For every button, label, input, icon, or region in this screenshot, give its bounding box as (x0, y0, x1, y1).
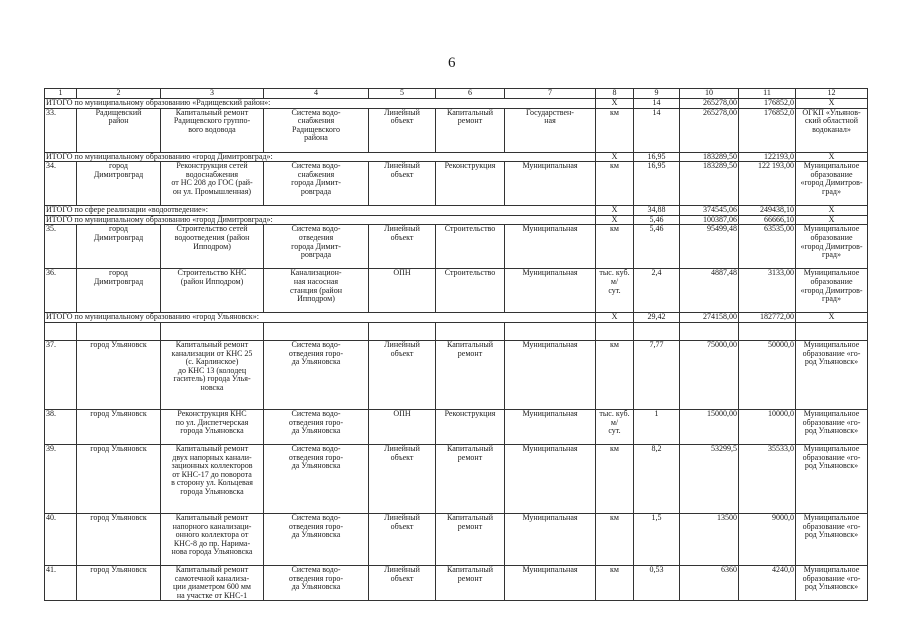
cell-col-9: 8,2 (634, 444, 680, 513)
total-cell-c8: Х (596, 206, 634, 216)
empty-cell (634, 322, 680, 340)
cell-col-2: город Ульяновск (77, 444, 161, 513)
cell-col-6: Реконструкция (436, 162, 505, 206)
cell-col-11: 10000,0 (739, 409, 796, 444)
cell-col-4: Система водо- отведения горо- да Ульяновска (264, 565, 369, 600)
total-cell-c9: 16,95 (634, 152, 680, 162)
total-row (45, 206, 868, 216)
cell-col-1: 36. (45, 269, 77, 313)
cell-col-10: 15000,00 (680, 409, 739, 444)
total-cell-c10: 265278,00 (680, 99, 739, 109)
cell-col-9: 1 (634, 409, 680, 444)
cell-col-11: 35533,0 (739, 444, 796, 513)
total-label: ИТОГО по муниципальному образованию «Радищевский район»: (45, 99, 596, 109)
table-row (45, 162, 868, 206)
cell-col-2: город Димитровград (77, 269, 161, 313)
cell-col-4: Система водо- отведения горо- да Ульяновска (264, 513, 369, 565)
cell-col-10: 95499,48 (680, 225, 739, 269)
cell-col-6: Капитальный ремонт (436, 340, 505, 409)
cell-col-9: 16,95 (634, 162, 680, 206)
cell-col-9: 2,4 (634, 269, 680, 313)
cell-col-11: 3133,00 (739, 269, 796, 313)
cell-col-11: 122 193,00 (739, 162, 796, 206)
total-cell-c11: 66666,10 (739, 215, 796, 225)
cell-col-11: 176852,0 (739, 108, 796, 152)
cell-col-7: Муниципальная (505, 162, 596, 206)
total-cell-c12: Х (796, 99, 868, 109)
cell-col-1: 41. (45, 565, 77, 600)
empty-cell (739, 322, 796, 340)
projects-table (44, 88, 868, 601)
cell-col-2: город Ульяновск (77, 409, 161, 444)
cell-col-7: Муниципальная (505, 565, 596, 600)
cell-col-7: Муниципальная (505, 340, 596, 409)
cell-col-12: ОГКП «Ульянов- ский областной водоканал» (796, 108, 868, 152)
cell-col-5: Линейный объект (369, 108, 436, 152)
cell-col-7: Муниципальная (505, 444, 596, 513)
total-cell-c12: Х (796, 152, 868, 162)
cell-col-3: Капитальный ремонт Радищевского группо- вого водовода (161, 108, 264, 152)
cell-col-8: км (596, 225, 634, 269)
empty-cell (161, 322, 264, 340)
cell-col-2: город Ульяновск (77, 565, 161, 600)
cell-col-8: км (596, 162, 634, 206)
cell-col-10: 13500 (680, 513, 739, 565)
total-cell-c8: Х (596, 152, 634, 162)
empty-cell (264, 322, 369, 340)
cell-col-9: 1,5 (634, 513, 680, 565)
cell-col-8: тыс. куб. м/ сут. (596, 409, 634, 444)
total-label: ИТОГО по муниципальному образованию «город Димитровград»: (45, 152, 596, 162)
cell-col-8: км (596, 444, 634, 513)
cell-col-3: Реконструкция КНС по ул. Диспетчерская города Ульяновска (161, 409, 264, 444)
cell-col-6: Строительство (436, 269, 505, 313)
cell-col-10: 6360 (680, 565, 739, 600)
cell-col-10: 53299,5 (680, 444, 739, 513)
total-cell-c12: Х (796, 206, 868, 216)
cell-col-8: км (596, 108, 634, 152)
cell-col-6: Капитальный ремонт (436, 565, 505, 600)
total-cell-c10: 274158,00 (680, 313, 739, 323)
total-label: ИТОГО по сфере реализации «водоотведение»: (45, 206, 596, 216)
total-row (45, 99, 868, 109)
cell-col-1: 40. (45, 513, 77, 565)
empty-cell (369, 322, 436, 340)
column-header: 1 (45, 89, 77, 99)
cell-col-6: Капитальный ремонт (436, 108, 505, 152)
total-row (45, 313, 868, 323)
table-row (45, 340, 868, 409)
empty-cell (77, 322, 161, 340)
cell-col-8: км (596, 565, 634, 600)
total-cell-c8: Х (596, 215, 634, 225)
total-cell-c9: 29,42 (634, 313, 680, 323)
cell-col-3: Капитальный ремонт напорного канализаци- онного коллектора от КНС-8 до пр. Нарима- нова города Ульяновска (161, 513, 264, 565)
cell-col-8: км (596, 513, 634, 565)
cell-col-3: Капитальный ремонт самотечной канализа- ции диаметром 600 мм на участке от КНС-1 (161, 565, 264, 600)
total-cell-c11: 122193,0 (739, 152, 796, 162)
cell-col-4: Система водо- отведения горо- да Ульяновска (264, 409, 369, 444)
page-number: 6 (448, 55, 456, 71)
total-row (45, 215, 868, 225)
total-cell-c9: 5,46 (634, 215, 680, 225)
cell-col-12: Муниципальное образование «го- род Ульяновск» (796, 565, 868, 600)
table-row (45, 513, 868, 565)
cell-col-2: город Ульяновск (77, 340, 161, 409)
empty-cell (596, 322, 634, 340)
cell-col-10: 4887,48 (680, 269, 739, 313)
column-header: 11 (739, 89, 796, 99)
table-row (45, 269, 868, 313)
column-header: 7 (505, 89, 596, 99)
cell-col-9: 0,53 (634, 565, 680, 600)
cell-col-7: Муниципальная (505, 513, 596, 565)
total-cell-c11: 249438,10 (739, 206, 796, 216)
table-row (45, 225, 868, 269)
cell-col-6: Капитальный ремонт (436, 513, 505, 565)
total-cell-c10: 183289,50 (680, 152, 739, 162)
table-row (45, 409, 868, 444)
cell-col-2: город Димитровград (77, 225, 161, 269)
cell-col-11: 63535,00 (739, 225, 796, 269)
cell-col-11: 50000,0 (739, 340, 796, 409)
cell-col-10: 75000,00 (680, 340, 739, 409)
cell-col-4: Система водо- отведения города Димит- ровграда (264, 225, 369, 269)
column-header: 12 (796, 89, 868, 99)
cell-col-1: 33. (45, 108, 77, 152)
column-header: 2 (77, 89, 161, 99)
cell-col-12: Муниципальное образование «го- род Ульяновск» (796, 409, 868, 444)
cell-col-4: Система водо- отведения горо- да Ульяновска (264, 444, 369, 513)
cell-col-3: Строительство сетей водоотведения (район Ипподром) (161, 225, 264, 269)
cell-col-1: 37. (45, 340, 77, 409)
empty-cell (436, 322, 505, 340)
cell-col-1: 38. (45, 409, 77, 444)
total-cell-c9: 14 (634, 99, 680, 109)
cell-col-7: Муниципальная (505, 225, 596, 269)
total-label: ИТОГО по муниципальному образованию «город Ульяновск»: (45, 313, 596, 323)
cell-col-4: Канализацион- ная насосная станция (район Ипподром) (264, 269, 369, 313)
empty-cell (680, 322, 739, 340)
cell-col-4: Система водо- снабжения города Димит- ровграда (264, 162, 369, 206)
cell-col-12: Муниципальное образование «го- род Ульяновск» (796, 340, 868, 409)
total-cell-c12: Х (796, 215, 868, 225)
cell-col-2: город Димитровград (77, 162, 161, 206)
cell-col-10: 265278,00 (680, 108, 739, 152)
cell-col-3: Капитальный ремонт канализации от КНС 25 (с. Карлинское) до КНС 13 (колодец гаситель) города Улья- новска (161, 340, 264, 409)
cell-col-4: Система водо- снабжения Радищевского района (264, 108, 369, 152)
column-header-row (45, 89, 868, 99)
column-header: 6 (436, 89, 505, 99)
cell-col-12: Муниципальное образование «город Димитров- град» (796, 269, 868, 313)
cell-col-9: 7,77 (634, 340, 680, 409)
total-cell-c11: 182772,00 (739, 313, 796, 323)
cell-col-7: Муниципальная (505, 269, 596, 313)
column-header: 3 (161, 89, 264, 99)
cell-col-5: Линейный объект (369, 162, 436, 206)
total-row (45, 152, 868, 162)
total-cell-c11: 176852,0 (739, 99, 796, 109)
cell-col-5: Линейный объект (369, 444, 436, 513)
column-header: 8 (596, 89, 634, 99)
cell-col-12: Муниципальное образование «город Димитров- град» (796, 225, 868, 269)
cell-col-6: Капитальный ремонт (436, 444, 505, 513)
cell-col-5: Линейный объект (369, 565, 436, 600)
cell-col-5: ОПН (369, 409, 436, 444)
cell-col-6: Реконструкция (436, 409, 505, 444)
cell-col-11: 4240,0 (739, 565, 796, 600)
cell-col-12: Муниципальное образование «го- род Ульяновск» (796, 444, 868, 513)
cell-col-7: Муниципальная (505, 409, 596, 444)
cell-col-10: 183289,50 (680, 162, 739, 206)
total-cell-c10: 100387,06 (680, 215, 739, 225)
empty-cell (505, 322, 596, 340)
cell-col-5: Линейный объект (369, 225, 436, 269)
column-header: 4 (264, 89, 369, 99)
total-cell-c8: Х (596, 99, 634, 109)
cell-col-9: 14 (634, 108, 680, 152)
total-cell-c10: 374545,06 (680, 206, 739, 216)
table-row (45, 444, 868, 513)
total-cell-c12: Х (796, 313, 868, 323)
cell-col-2: Радищевский район (77, 108, 161, 152)
empty-cell (796, 322, 868, 340)
cell-col-2: город Ульяновск (77, 513, 161, 565)
column-header: 5 (369, 89, 436, 99)
cell-col-5: Линейный объект (369, 340, 436, 409)
total-cell-c8: Х (596, 313, 634, 323)
cell-col-7: Государствен- ная (505, 108, 596, 152)
cell-col-8: тыс. куб. м/ сут. (596, 269, 634, 313)
empty-cell (45, 322, 77, 340)
total-label: ИТОГО по муниципальному образованию «город Димитровград»: (45, 215, 596, 225)
column-header: 9 (634, 89, 680, 99)
cell-col-1: 35. (45, 225, 77, 269)
cell-col-1: 39. (45, 444, 77, 513)
cell-col-11: 9000,0 (739, 513, 796, 565)
cell-col-5: Линейный объект (369, 513, 436, 565)
cell-col-9: 5,46 (634, 225, 680, 269)
table-row (45, 565, 868, 600)
table-row (45, 108, 868, 152)
cell-col-1: 34. (45, 162, 77, 206)
cell-col-3: Строительство КНС (район Ипподром) (161, 269, 264, 313)
cell-col-3: Реконструкция сетей водоснабжения от НС 208 до ГОС (рай- он ул. Промышленная) (161, 162, 264, 206)
cell-col-12: Муниципальное образование «го- род Ульяновск» (796, 513, 868, 565)
total-cell-c9: 34,88 (634, 206, 680, 216)
cell-col-12: Муниципальное образование «город Димитров- град» (796, 162, 868, 206)
column-header: 10 (680, 89, 739, 99)
empty-row (45, 322, 868, 340)
cell-col-6: Строительство (436, 225, 505, 269)
cell-col-4: Система водо- отведения горо- да Ульяновска (264, 340, 369, 409)
cell-col-8: км (596, 340, 634, 409)
cell-col-3: Капитальный ремонт двух напорных канали- зационных коллекторов от КНС-17 до поворота в сторону ул. Кольцевая города Ульяновска (161, 444, 264, 513)
cell-col-5: ОПН (369, 269, 436, 313)
